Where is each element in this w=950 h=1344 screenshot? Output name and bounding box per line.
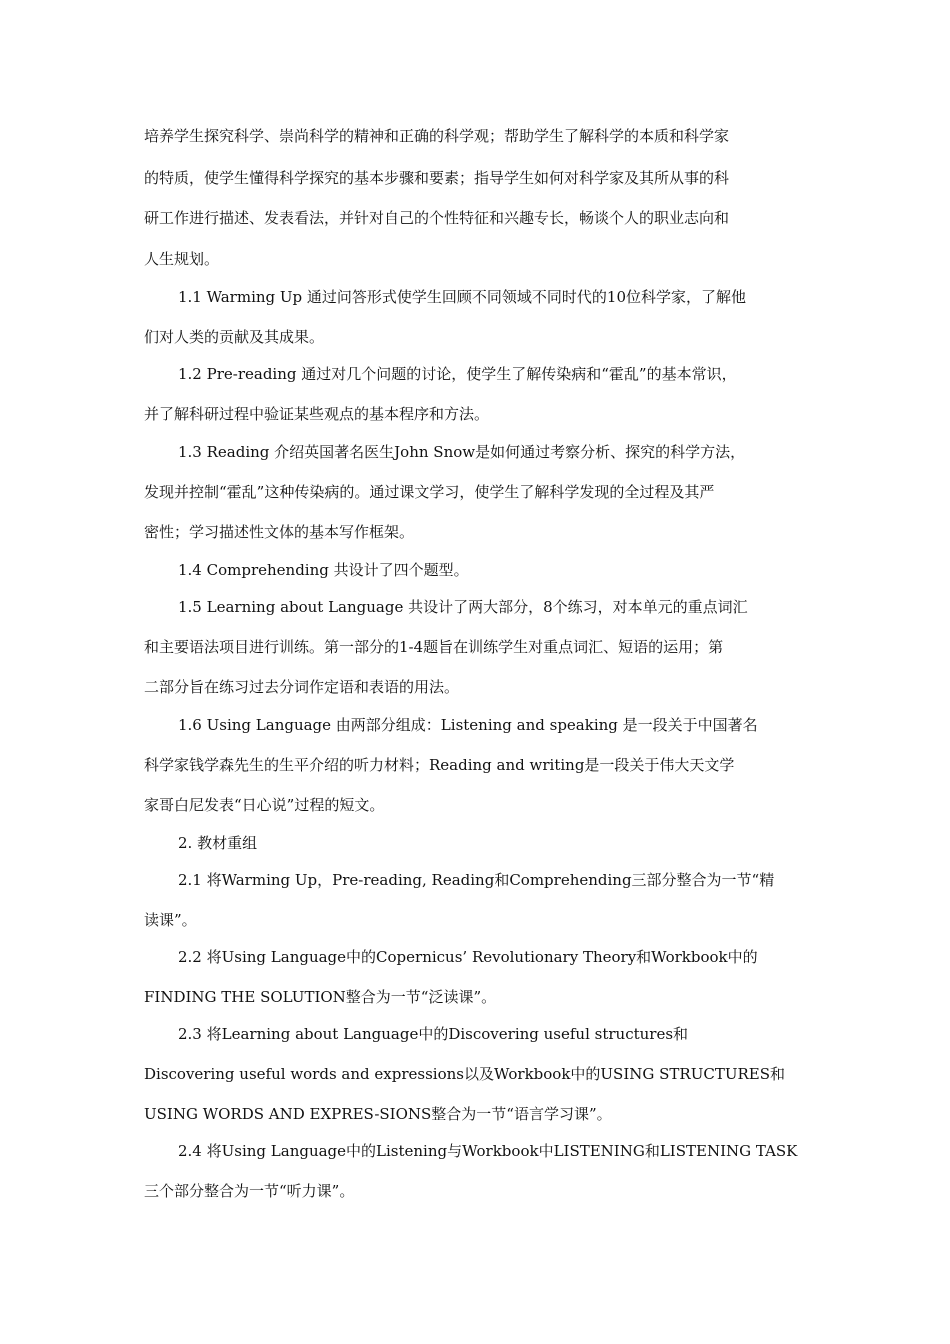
- section-1-2-line: 1.2 Pre-reading 通过对几个问题的讨论，使学生了解传染病和“霍乱”的基本常识，: [178, 365, 737, 383]
- section-1-3-line: 发现并控制“霍乱”这种传染病的。通过课文学习，使学生了解科学发现的全过程及其严: [144, 483, 715, 501]
- paragraph-line: 的特质，使学生懂得科学探究的基本步骤和要素；指导学生如何对科学家及其所从事的科: [144, 169, 730, 187]
- section-2-2-line: FINDING THE SOLUTION整合为一节“泛读课”。: [144, 988, 497, 1006]
- section-2-1-line: 读课”。: [144, 911, 197, 929]
- section-2-3-line: USING WORDS AND EXPRES-SIONS整合为一节“语言学习课”。: [144, 1105, 612, 1123]
- section-2-1-line: 2.1 将Warming Up，Pre-reading, Reading和Comprehending三部分整合为一节“精: [178, 871, 775, 889]
- section-heading: 2. 教材重组: [178, 834, 258, 852]
- section-1-5-line: 二部分旨在练习过去分词作定语和表语的用法。: [144, 678, 460, 696]
- section-1-3-line: 1.3 Reading 介绍英国著名医生John Snow是如何通过考察分析、探究的科学方法，: [178, 443, 746, 461]
- section-1-3-line: 密性；学习描述性文体的基本写作框架。: [144, 523, 415, 541]
- paragraph-line: 研工作进行描述、发表看法，并针对自己的个性特征和兴趣专长，畅谈个人的职业志向和: [144, 209, 730, 227]
- section-2-2-line: 2.2 将Using Language中的Copernicus’ Revolutionary Theory和Workbook中的: [178, 948, 758, 966]
- paragraph-line: 培养学生探究科学、崇尚科学的精神和正确的科学观；帮助学生了解科学的本质和科学家: [144, 127, 730, 145]
- section-1-6-line: 科学家钱学森先生的生平介绍的听力材料；Reading and writing是一段关于伟大天文学: [144, 756, 735, 774]
- section-1-2-line: 并了解科研过程中验证某些观点的基本程序和方法。: [144, 405, 490, 423]
- section-2-4-line: 2.4 将Using Language中的Listening与Workbook中LISTENING和LISTENING TASK: [178, 1142, 798, 1160]
- section-1-5-line: 和主要语法项目进行训练。第一部分的1-4题旨在训练学生对重点词汇、短语的运用；第: [144, 638, 724, 656]
- paragraph-line: 人生规划。: [144, 250, 220, 268]
- section-1-6-line: 家哥白尼发表“日心说”过程的短文。: [144, 796, 385, 814]
- section-1-1-line: 1.1 Warming Up 通过问答形式使学生回顾不同领域不同时代的10位科学家，了解他: [178, 288, 747, 306]
- section-2-4-line: 三个部分整合为一节“听力课”。: [144, 1182, 355, 1200]
- section-1-5-line: 1.5 Learning about Language 共设计了两大部分，8个练习，对本单元的重点词汇: [178, 598, 748, 616]
- section-2-3-line: Discovering useful words and expressions以及Workbook中的USING STRUCTURES和: [144, 1065, 785, 1083]
- section-1-6-line: 1.6 Using Language 由两部分组成：Listening and speaking 是一段关于中国著名: [178, 716, 758, 734]
- section-2-3-line: 2.3 将Learning about Language中的Discovering useful structures和: [178, 1025, 689, 1043]
- section-1-1-line: 们对人类的贡献及其成果。: [144, 328, 325, 346]
- section-1-4-line: 1.4 Comprehending 共设计了四个题型。: [178, 561, 469, 579]
